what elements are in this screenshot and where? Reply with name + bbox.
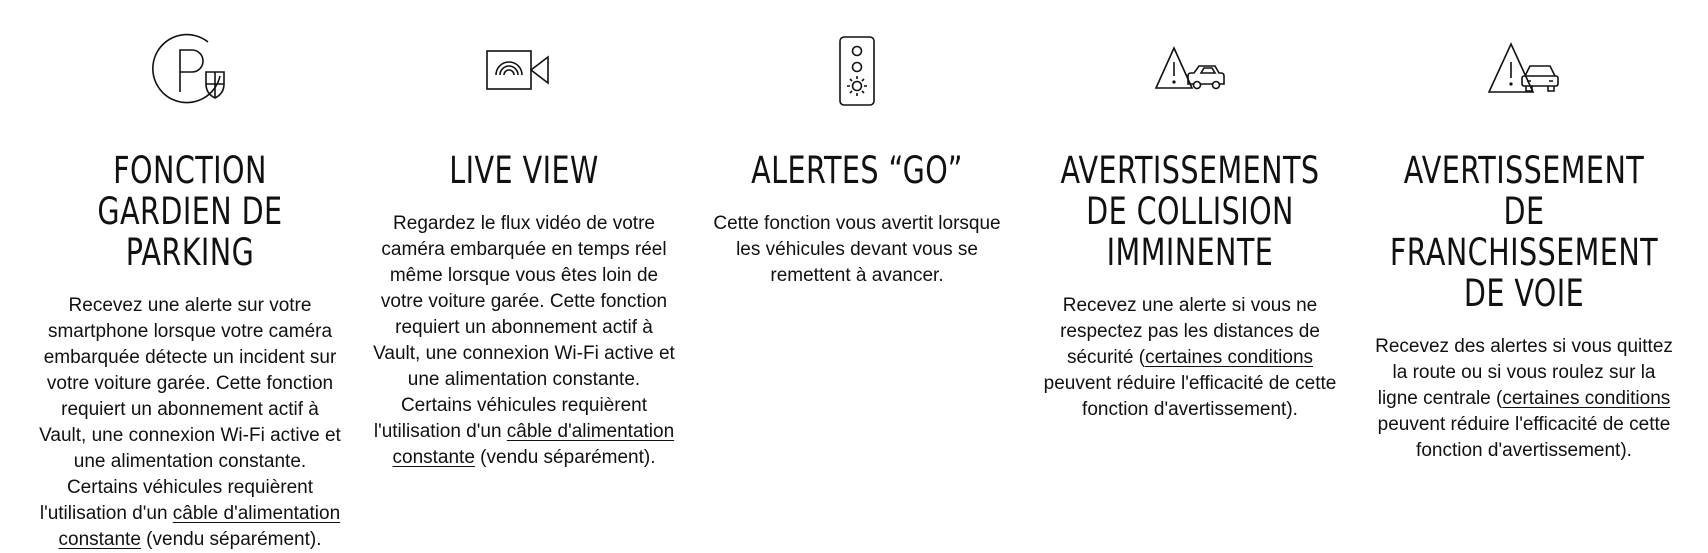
collision-warning-icon: [1154, 46, 1226, 94]
lane-departure-warning-icon: [1487, 42, 1561, 96]
feature-description: [367, 211, 681, 471]
certain-conditions-link[interactable]: certaines conditions: [1502, 388, 1671, 409]
feature-title: ALERTES “GO”: [751, 149, 963, 192]
feature-description-text: Recevez une alerte si vous ne respectez pas les distances de sécurité (: [1060, 295, 1320, 368]
feature-title: AVERTISSEMENT DE FRANCHISSEMENT DE VOIE: [1389, 149, 1659, 315]
feature-title: AVERTISSEMENTS DE COLLISION IMMINENTE: [1060, 149, 1320, 274]
parking-guard-icon-wrap: [33, 0, 347, 150]
certain-conditions-link[interactable]: certaines conditions: [1145, 347, 1314, 368]
feature-lane-departure-warning: [1367, 0, 1681, 464]
feature-title: LIVE VIEW: [449, 149, 599, 192]
go-alerts-icon-wrap: [700, 0, 1014, 150]
feature-collision-warning: [1033, 0, 1347, 423]
feature-description-suffix: peuvent réduire l'efficacité de cette fonction d'avertissement).: [1043, 373, 1337, 420]
live-view-icon-wrap: [367, 0, 681, 150]
live-view-camera-icon: [486, 49, 562, 93]
feature-description-suffix: (vendu séparément).: [140, 529, 322, 550]
feature-description-text: Regardez le flux vidéo de votre caméra embarquée en temps réel même lorsque vous êtes loin de votre voiture garée. Cette fonction requiert un abonnement actif à Vault, une connexion Wi-Fi active et une alimentation constante. Certains véhicules requièrent l'utilisation d'un: [373, 213, 675, 442]
feature-description: [1367, 334, 1681, 464]
feature-description-text: Cette fonction vous avertit lorsque les véhicules devant vous se remettent à avancer.: [713, 213, 1001, 286]
parking-guard-icon: [150, 30, 230, 110]
feature-live-view: [367, 0, 681, 471]
feature-parking-guard: [33, 0, 347, 553]
feature-description-suffix: (vendu séparément).: [474, 447, 656, 468]
feature-description-text: Recevez une alerte sur votre smartphone lorsque votre caméra embarquée détecte un incident sur votre voiture garée. Cette fonction requiert un abonnement actif à Vault, une connexion Wi-Fi active et une alimentation constante. Certains véhicules requièrent l'utilisation d'un: [39, 295, 341, 524]
constant-power-cable-link[interactable]: câble d'alimentation constante: [392, 421, 675, 468]
feature-description-text: Recevez des alertes si vous quittez la route ou si vous roulez sur la ligne centrale (: [1375, 336, 1673, 409]
constant-power-cable-link[interactable]: câble d'alimentation constante: [58, 503, 341, 550]
feature-description: [700, 211, 1014, 289]
feature-description: [1033, 293, 1347, 423]
collision-warning-icon-wrap: [1033, 0, 1347, 150]
feature-description-suffix: peuvent réduire l'efficacité de cette fonction d'avertissement).: [1377, 414, 1671, 461]
traffic-light-icon: [837, 36, 877, 108]
feature-go-alerts: [700, 0, 1014, 289]
lane-departure-icon-wrap: [1367, 0, 1681, 150]
feature-title: FONCTION GARDIEN DE PARKING: [97, 149, 283, 274]
feature-description: [33, 293, 347, 553]
